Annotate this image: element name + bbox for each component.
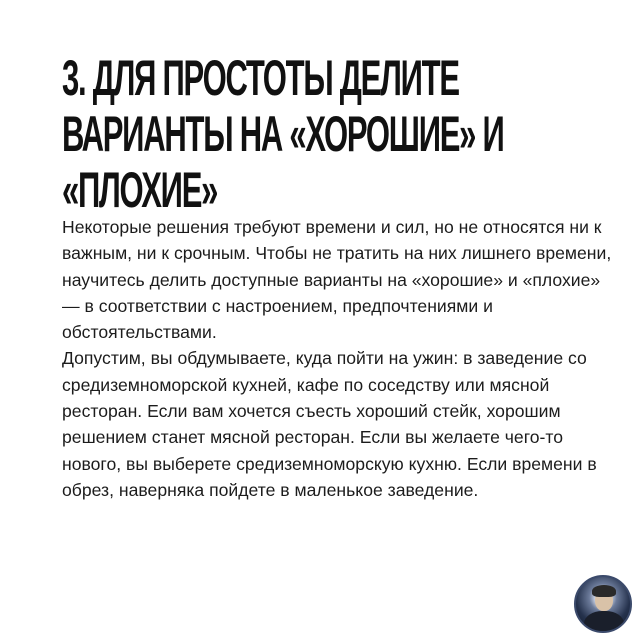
title-line-1: 3. ДЛЯ ПРОСТОТЫ ДЕЛИТЕ bbox=[62, 50, 459, 106]
paragraph-2: Допустим, вы обдумываете, куда пойти на ужин: в заведение со средиземноморской кухней, кафе по соседству или мясной ресторан. Если вам хочется съесть хороший стейк, хорошим решением станет мясной ресторан. Если вы желаете чего-то нового, вы выберете средиземноморскую кухню. Если времени в обрез, наверняка пойдете в маленькое заведение. bbox=[62, 348, 597, 500]
paragraph-1: Некоторые решения требуют времени и сил, но не относятся ни к важным, ни к срочным. Чтобы не тратить на них лишнего времени, научитесь делить доступные варианты на «хорошие» и «плохие» — в соответствии с настроением, предпочтениями и обстоятельствами. bbox=[62, 217, 612, 343]
article-body bbox=[62, 214, 622, 503]
page-title bbox=[62, 50, 504, 218]
title-line-2: ВАРИАНТЫ НА «ХОРОШИЕ» И bbox=[62, 106, 504, 162]
avatar bbox=[574, 575, 632, 633]
title-line-3: «ПЛОХИЕ» bbox=[62, 162, 218, 218]
